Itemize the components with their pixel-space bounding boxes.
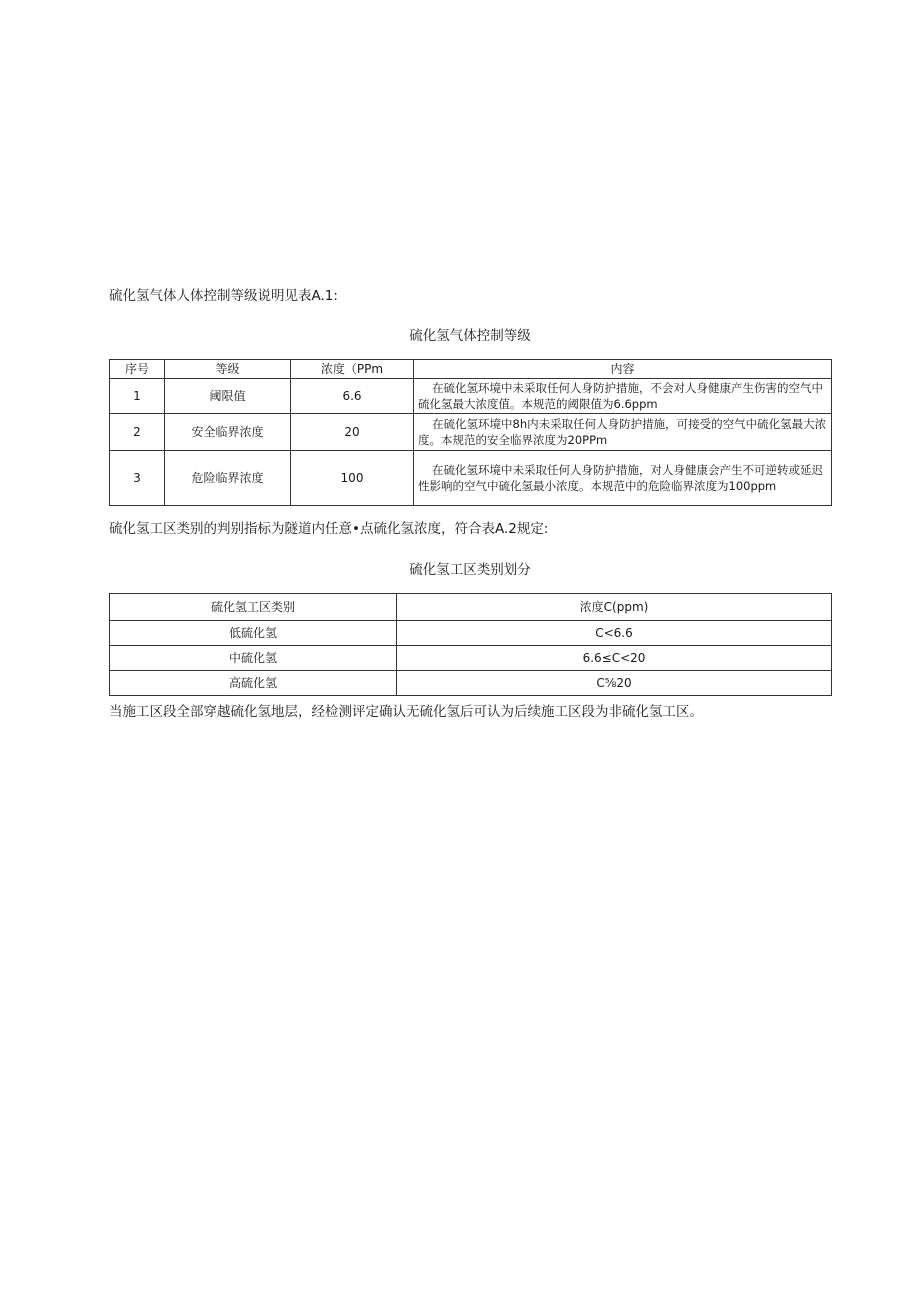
header-concentration-c: 浓度C(ppm) bbox=[397, 594, 832, 621]
table1-header-row bbox=[110, 360, 832, 379]
gas-control-level-table bbox=[109, 359, 832, 506]
table-row bbox=[110, 671, 832, 696]
table2-caption: 硫化氢工区类别划分 bbox=[409, 562, 531, 578]
row-concentration-range: C<6.6 bbox=[397, 621, 832, 646]
row-content: 在硫化氢环境中8h内未采取任何人身防护措施，可接受的空气中硫化氢最大浓度。本规范的安全临界浓度为20PPm bbox=[414, 414, 832, 451]
row-category: 中硫化氢 bbox=[110, 646, 397, 671]
row-category: 低硫化氢 bbox=[110, 621, 397, 646]
header-level: 等级 bbox=[165, 360, 291, 379]
intro-paragraph: 硫化氢气体人体控制等级说明见表A.1: bbox=[109, 288, 338, 304]
row-concentration-range: C⅝20 bbox=[397, 671, 832, 696]
table-row bbox=[110, 379, 832, 414]
row-level: 安全临界浓度 bbox=[165, 414, 291, 451]
table-row bbox=[110, 414, 832, 451]
row-concentration-range: 6.6≤C<20 bbox=[397, 646, 832, 671]
header-seq: 序号 bbox=[110, 360, 165, 379]
row-concentration: 100 bbox=[291, 451, 414, 506]
row-content: 在硫化氢环境中未采取任何人身防护措施，不会对人身健康产生伤害的空气中硫化氢最大浓度值。本规范的阈限值为6.6ppm bbox=[414, 379, 832, 414]
row-content: 在硫化氢环境中未采取任何人身防护措施，对人身健康会产生不可逆转或延迟性影响的空气中硫化氢最小浓度。本规范中的危险临界浓度为100ppm bbox=[414, 451, 832, 506]
table1-caption: 硫化氢气体控制等级 bbox=[409, 328, 531, 344]
table-row bbox=[110, 451, 832, 506]
header-concentration: 浓度（PPm bbox=[291, 360, 414, 379]
row-seq: 1 bbox=[110, 379, 165, 414]
closing-paragraph: 当施工区段全部穿越硫化氢地层，经检测评定确认无硫化氢后可认为后续施工区段为非硫化氢工区。 bbox=[109, 704, 703, 720]
row-category: 高硫化氢 bbox=[110, 671, 397, 696]
row-level: 危险临界浓度 bbox=[165, 451, 291, 506]
table2-header-row bbox=[110, 594, 832, 621]
header-content: 内容 bbox=[414, 360, 832, 379]
row-concentration: 20 bbox=[291, 414, 414, 451]
table-row bbox=[110, 646, 832, 671]
row-level: 阈限值 bbox=[165, 379, 291, 414]
header-category: 硫化氢工区类别 bbox=[110, 594, 397, 621]
work-area-category-table bbox=[109, 593, 832, 696]
middle-paragraph: 硫化氢工区类别的判别指标为隧道内任意•点硫化氢浓度，符合表A.2规定: bbox=[109, 521, 549, 537]
table-row bbox=[110, 621, 832, 646]
row-seq: 3 bbox=[110, 451, 165, 506]
row-seq: 2 bbox=[110, 414, 165, 451]
row-concentration: 6.6 bbox=[291, 379, 414, 414]
